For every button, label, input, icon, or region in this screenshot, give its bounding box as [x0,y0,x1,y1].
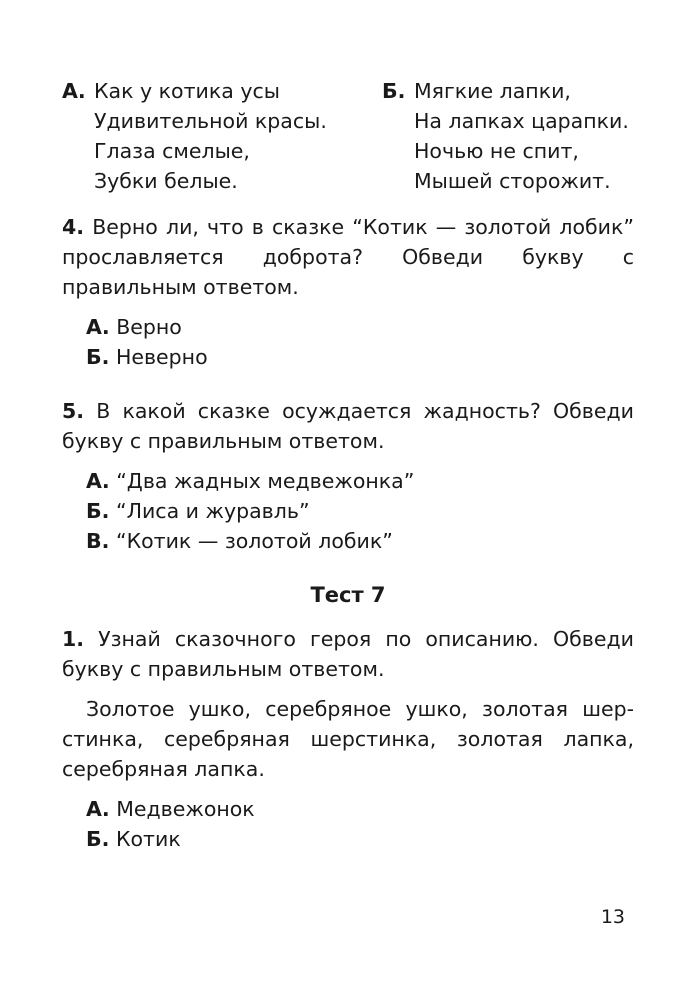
test-title: Тест 7 [310,583,386,607]
answer-option[interactable] [86,824,634,854]
poem-b-line: Ночью не спит, [414,139,579,163]
answer-letter[interactable]: Б. [86,827,110,851]
hero-description: Золотое ушко, серебряное ушко, золотая шерстинка, серебряная шерстинка, золотая лапка, серебряная лапка. [62,697,634,781]
test-question-1-text [62,624,634,684]
poem-a-line: Зубки белые. [94,169,238,193]
test-question-1-body: Узнай сказочного героя по описанию. Обведи букву с правильным ответом. [62,627,634,681]
poem-choices [62,76,634,196]
answer-option[interactable] [86,312,634,342]
answer-letter[interactable]: Б. [86,499,110,523]
poem-b-line: На лапках царапки. [414,109,629,133]
poem-option-a [62,76,327,196]
question-5-text [62,396,634,456]
poem-a-line: Как у котика усы [94,79,280,103]
test-7-question-1 [62,624,634,854]
answer-letter[interactable]: Б. [86,345,110,369]
question-5-number: 5. [62,399,85,423]
answer-letter[interactable]: А. [86,469,110,493]
poem-b-line: Мягкие лапки, [414,79,571,103]
answer-text: Неверно [115,345,208,369]
poem-option-b [382,76,634,196]
question-4-text [62,212,634,302]
answer-letter[interactable]: А. [86,315,110,339]
page-number: 13 [600,906,625,928]
test-question-1-number: 1. [62,627,85,651]
page-content [62,76,634,854]
question-4-body: Верно ли, что в сказке “Котик — золотой лобик” прославляется доброта? Обведи букву с правильным ответом. [62,215,634,299]
answer-text: Верно [116,315,182,339]
question-4 [62,212,634,372]
answer-option[interactable] [86,526,634,556]
poem-a-lines [94,76,327,196]
question-4-number: 4. [62,215,85,239]
answer-text: Котик [115,827,181,851]
poem-a-line: Глаза смелые, [94,139,250,163]
answer-text: Медвежонок [116,797,255,821]
answer-option[interactable] [86,794,634,824]
question-5 [62,396,634,556]
answer-text: “Лиса и журавль” [115,499,310,523]
poem-b-lines [414,76,629,196]
answer-letter[interactable]: В. [86,529,110,553]
question-5-answers [86,466,634,556]
test-question-1-answers [86,794,634,854]
poem-a-letter: А. [62,79,86,103]
poem-b-line: Мышей сторожит. [414,169,611,193]
poem-b-letter: Б. [382,79,406,103]
answer-option[interactable] [86,496,634,526]
question-4-answers [86,312,634,372]
answer-letter[interactable]: А. [86,797,110,821]
answer-option[interactable] [86,466,634,496]
answer-option[interactable] [86,342,634,372]
answer-text: “Два жадных медвежонка” [116,469,415,493]
question-5-body: В какой сказке осуждается жадность? Обведи букву с правильным ответом. [62,399,634,453]
poem-a-line: Удивительной красы. [94,109,327,133]
answer-text: “Котик — золотой лобик” [115,529,393,553]
